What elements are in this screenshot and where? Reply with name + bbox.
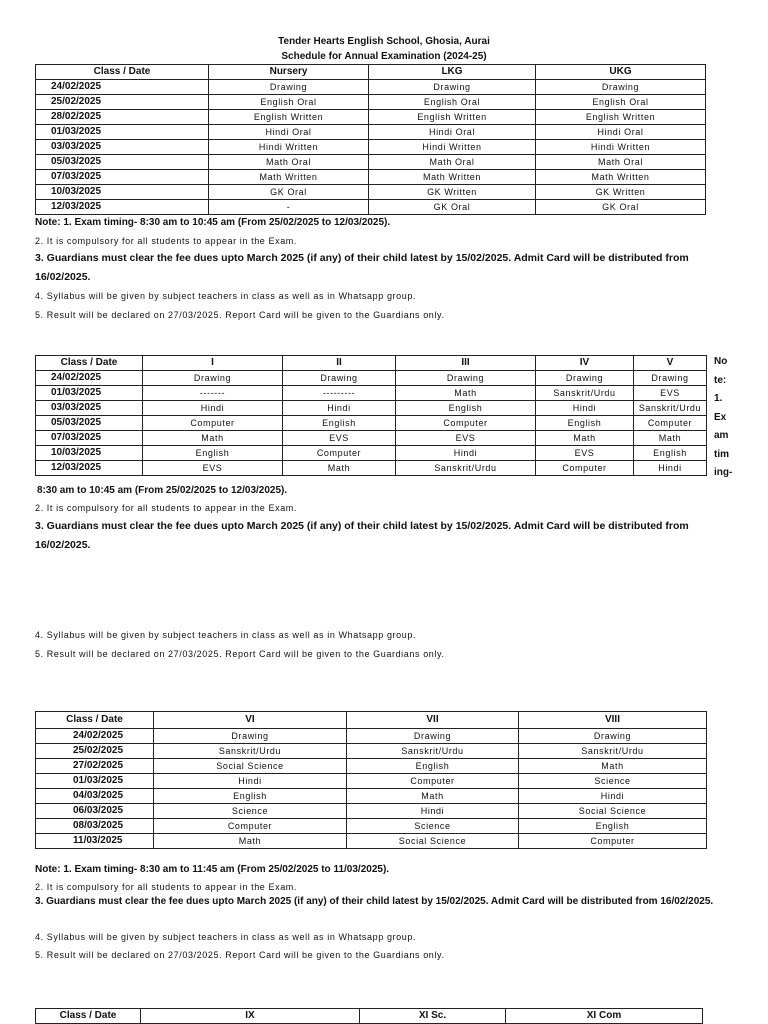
note-fee-dues: 3. Guardians must clear the fee dues upto March 2025 (if any) of their child latest by 15/02/2025. Admit Card will be distributed from 16/02/2025. xyxy=(35,896,714,907)
table-row xyxy=(36,834,707,849)
subject-cell: Computer xyxy=(396,416,536,431)
subject-cell: GK Oral xyxy=(369,200,536,215)
table-row xyxy=(36,125,706,140)
table-row xyxy=(36,446,707,461)
subject-cell: Hindi xyxy=(519,789,707,804)
note-fee-dues: 3. Guardians must clear the fee dues upto March 2025 (if any) of their child latest by 15/02/2025. Admit Card will be distributed from 16/02/2025. xyxy=(35,252,689,283)
date-cell: 10/03/2025 xyxy=(36,446,143,461)
table-row xyxy=(36,759,707,774)
note-result: 5. Result will be declared on 27/03/2025. Report Card will be given to the Guardians only. xyxy=(35,950,445,960)
subject-cell: English xyxy=(283,416,396,431)
subject-cell: Math xyxy=(536,431,634,446)
table-row xyxy=(36,185,706,200)
subject-cell: English Written xyxy=(369,110,536,125)
subject-cell: Hindi Oral xyxy=(536,125,706,140)
date-cell: 03/03/2025 xyxy=(36,401,143,416)
table-row xyxy=(36,729,707,744)
subject-cell: Math Written xyxy=(536,170,706,185)
date-cell: 10/03/2025 xyxy=(36,185,209,200)
subject-cell: Sanskrit/Urdu xyxy=(519,744,707,759)
header-cell: LKG xyxy=(369,65,536,80)
schedule-title: Schedule for Annual Examination (2024-25) xyxy=(281,51,487,62)
schedule-table-ix-xi xyxy=(35,1008,703,1024)
date-cell: 11/03/2025 xyxy=(36,834,154,849)
subject-cell: Computer xyxy=(536,461,634,476)
note-timing: Note: 1. Exam timing- 8:30 am to 11:45 am (From 25/02/2025 to 11/03/2025). xyxy=(35,864,390,875)
subject-cell: Computer xyxy=(634,416,707,431)
side-note-1: No xyxy=(714,356,728,367)
note-compulsory: 2. It is compulsory for all students to appear in the Exam. xyxy=(35,882,298,892)
table-row xyxy=(36,819,707,834)
subject-cell: Hindi Written xyxy=(369,140,536,155)
subject-cell: Hindi xyxy=(634,461,707,476)
subject-cell: Math Oral xyxy=(209,155,369,170)
subject-cell: English xyxy=(154,789,347,804)
side-note-5: am xyxy=(714,430,729,441)
subject-cell: GK Oral xyxy=(209,185,369,200)
subject-cell: - xyxy=(209,200,369,215)
note-compulsory: 2. It is compulsory for all students to appear in the Exam. xyxy=(35,236,298,246)
date-cell: 03/03/2025 xyxy=(36,140,209,155)
note-result: 5. Result will be declared on 27/03/2025. Report Card will be given to the Guardians only. xyxy=(35,310,445,320)
subject-cell: English Oral xyxy=(369,95,536,110)
date-cell: 12/03/2025 xyxy=(36,461,143,476)
table-row xyxy=(36,170,706,185)
subject-cell: Drawing xyxy=(283,371,396,386)
table-row xyxy=(36,155,706,170)
subject-cell: Hindi Oral xyxy=(209,125,369,140)
subject-cell: Math xyxy=(347,789,519,804)
subject-cell: Drawing xyxy=(369,80,536,95)
header-cell: VI xyxy=(154,712,347,729)
date-cell: 07/03/2025 xyxy=(36,170,209,185)
date-cell: 01/03/2025 xyxy=(36,125,209,140)
date-cell: 25/02/2025 xyxy=(36,744,154,759)
subject-cell: Math Written xyxy=(369,170,536,185)
header-cell: VII xyxy=(347,712,519,729)
subject-cell: Science xyxy=(347,819,519,834)
subject-cell: English Written xyxy=(209,110,369,125)
subject-cell: GK Oral xyxy=(536,200,706,215)
table-row xyxy=(36,461,707,476)
note-timing: 8:30 am to 10:45 am (From 25/02/2025 to 12/03/2025). xyxy=(37,485,288,496)
table-header-row xyxy=(36,712,707,729)
subject-cell: Math xyxy=(634,431,707,446)
date-cell: 06/03/2025 xyxy=(36,804,154,819)
subject-cell: Sanskrit/Urdu xyxy=(396,461,536,476)
date-cell: 25/02/2025 xyxy=(36,95,209,110)
subject-cell: English xyxy=(519,819,707,834)
note-syllabus: 4. Syllabus will be given by subject teachers in class as well as in Whatsapp group. xyxy=(35,932,417,942)
side-note-7: ing- xyxy=(714,467,733,478)
subject-cell: Drawing xyxy=(154,729,347,744)
date-cell: 24/02/2025 xyxy=(36,80,209,95)
subject-cell: English xyxy=(143,446,283,461)
note-fee-dues: 3. Guardians must clear the fee dues upto March 2025 (if any) of their child latest by 15/02/2025. Admit Card will be distributed from 16/02/2025. xyxy=(35,520,689,551)
subject-cell: Computer xyxy=(347,774,519,789)
side-note-4: Ex xyxy=(714,412,727,423)
subject-cell: Hindi Oral xyxy=(369,125,536,140)
subject-cell: EVS xyxy=(283,431,396,446)
table-row xyxy=(36,401,707,416)
subject-cell: Science xyxy=(154,804,347,819)
note-syllabus: 4. Syllabus will be given by subject teachers in class as well as in Whatsapp group. xyxy=(35,291,417,301)
side-note-3: 1. xyxy=(714,393,723,404)
subject-cell: EVS xyxy=(396,431,536,446)
subject-cell: Hindi xyxy=(283,401,396,416)
subject-cell: Drawing xyxy=(519,729,707,744)
subject-cell: Math xyxy=(396,386,536,401)
subject-cell: English xyxy=(536,416,634,431)
date-cell: 05/03/2025 xyxy=(36,155,209,170)
header-cell: Class / Date xyxy=(36,356,143,371)
table-row xyxy=(36,95,706,110)
note-syllabus: 4. Syllabus will be given by subject teachers in class as well as in Whatsapp group. xyxy=(35,630,417,640)
header-cell: Nursery xyxy=(209,65,369,80)
subject-cell: Math xyxy=(143,431,283,446)
subject-cell: Math xyxy=(283,461,396,476)
subject-cell: English Oral xyxy=(536,95,706,110)
table-row xyxy=(36,200,706,215)
subject-cell: Hindi xyxy=(396,446,536,461)
date-cell: 01/03/2025 xyxy=(36,774,154,789)
date-cell: 24/02/2025 xyxy=(36,729,154,744)
table-row xyxy=(36,744,707,759)
header-cell: VIII xyxy=(519,712,707,729)
subject-cell: Drawing xyxy=(347,729,519,744)
note-timing: Note: 1. Exam timing- 8:30 am to 10:45 am (From 25/02/2025 to 12/03/2025). xyxy=(35,217,391,228)
header-cell: Class / Date xyxy=(36,712,154,729)
table-row xyxy=(36,774,707,789)
header-cell: XI Sc. xyxy=(360,1009,506,1024)
header-cell: Class / Date xyxy=(36,1009,141,1024)
subject-cell: Hindi xyxy=(154,774,347,789)
date-cell: 27/02/2025 xyxy=(36,759,154,774)
header-cell: IX xyxy=(141,1009,360,1024)
subject-cell: GK Written xyxy=(536,185,706,200)
table-row xyxy=(36,371,707,386)
subject-cell: Social Science xyxy=(347,834,519,849)
subject-cell: Sanskrit/Urdu xyxy=(154,744,347,759)
subject-cell: Computer xyxy=(283,446,396,461)
subject-cell: English xyxy=(634,446,707,461)
subject-cell: EVS xyxy=(143,461,283,476)
date-cell: 08/03/2025 xyxy=(36,819,154,834)
subject-cell: Math xyxy=(154,834,347,849)
side-note-6: tim xyxy=(714,449,729,460)
subject-cell: Computer xyxy=(143,416,283,431)
subject-cell: Math Oral xyxy=(369,155,536,170)
header-cell: XI Com xyxy=(506,1009,703,1024)
table-row xyxy=(36,416,707,431)
subject-cell: Math xyxy=(519,759,707,774)
subject-cell: Sanskrit/Urdu xyxy=(536,386,634,401)
schedule-table-nursery-ukg xyxy=(35,64,706,215)
header-cell: I xyxy=(143,356,283,371)
table-row xyxy=(36,804,707,819)
subject-cell: Hindi xyxy=(143,401,283,416)
subject-cell: EVS xyxy=(634,386,707,401)
subject-cell: Math Oral xyxy=(536,155,706,170)
subject-cell: Drawing xyxy=(396,371,536,386)
subject-cell: Computer xyxy=(519,834,707,849)
header-cell: V xyxy=(634,356,707,371)
table-row xyxy=(36,110,706,125)
table-row xyxy=(36,140,706,155)
schedule-table-vi-viii xyxy=(35,711,707,849)
subject-cell: Drawing xyxy=(536,371,634,386)
subject-cell: English xyxy=(396,401,536,416)
subject-cell: Social Science xyxy=(519,804,707,819)
table-row xyxy=(36,789,707,804)
date-cell: 07/03/2025 xyxy=(36,431,143,446)
subject-cell: Sanskrit/Urdu xyxy=(347,744,519,759)
table-row xyxy=(36,386,707,401)
header-cell: UKG xyxy=(536,65,706,80)
subject-cell: Drawing xyxy=(536,80,706,95)
subject-cell: Hindi Written xyxy=(536,140,706,155)
table-header-row xyxy=(36,65,706,80)
schedule-table-i-v xyxy=(35,355,707,476)
date-cell: 04/03/2025 xyxy=(36,789,154,804)
date-cell: 05/03/2025 xyxy=(36,416,143,431)
subject-cell: English xyxy=(347,759,519,774)
subject-cell: Drawing xyxy=(143,371,283,386)
subject-cell: English Written xyxy=(536,110,706,125)
subject-cell: Drawing xyxy=(634,371,707,386)
subject-cell: Science xyxy=(519,774,707,789)
header-cell: III xyxy=(396,356,536,371)
date-cell: 28/02/2025 xyxy=(36,110,209,125)
date-cell: 01/03/2025 xyxy=(36,386,143,401)
subject-cell: --------- xyxy=(283,386,396,401)
subject-cell: Social Science xyxy=(154,759,347,774)
subject-cell: English Oral xyxy=(209,95,369,110)
date-cell: 24/02/2025 xyxy=(36,371,143,386)
subject-cell: Sanskrit/Urdu xyxy=(634,401,707,416)
table-row xyxy=(36,431,707,446)
school-name: Tender Hearts English School, Ghosia, Aurai xyxy=(278,36,490,47)
subject-cell: Computer xyxy=(154,819,347,834)
header-cell: IV xyxy=(536,356,634,371)
subject-cell: ------- xyxy=(143,386,283,401)
table-row xyxy=(36,80,706,95)
header-cell: II xyxy=(283,356,396,371)
subject-cell: Drawing xyxy=(209,80,369,95)
subject-cell: EVS xyxy=(536,446,634,461)
subject-cell: Hindi Written xyxy=(209,140,369,155)
subject-cell: Hindi xyxy=(347,804,519,819)
table-header-row xyxy=(36,356,707,371)
header-cell: Class / Date xyxy=(36,65,209,80)
subject-cell: Hindi xyxy=(536,401,634,416)
table-header-row xyxy=(36,1009,703,1024)
note-result: 5. Result will be declared on 27/03/2025. Report Card will be given to the Guardians only. xyxy=(35,649,445,659)
date-cell: 12/03/2025 xyxy=(36,200,209,215)
side-note-2: te: xyxy=(714,375,727,386)
subject-cell: Math Written xyxy=(209,170,369,185)
subject-cell: GK Written xyxy=(369,185,536,200)
note-compulsory: 2. It is compulsory for all students to appear in the Exam. xyxy=(35,503,298,513)
